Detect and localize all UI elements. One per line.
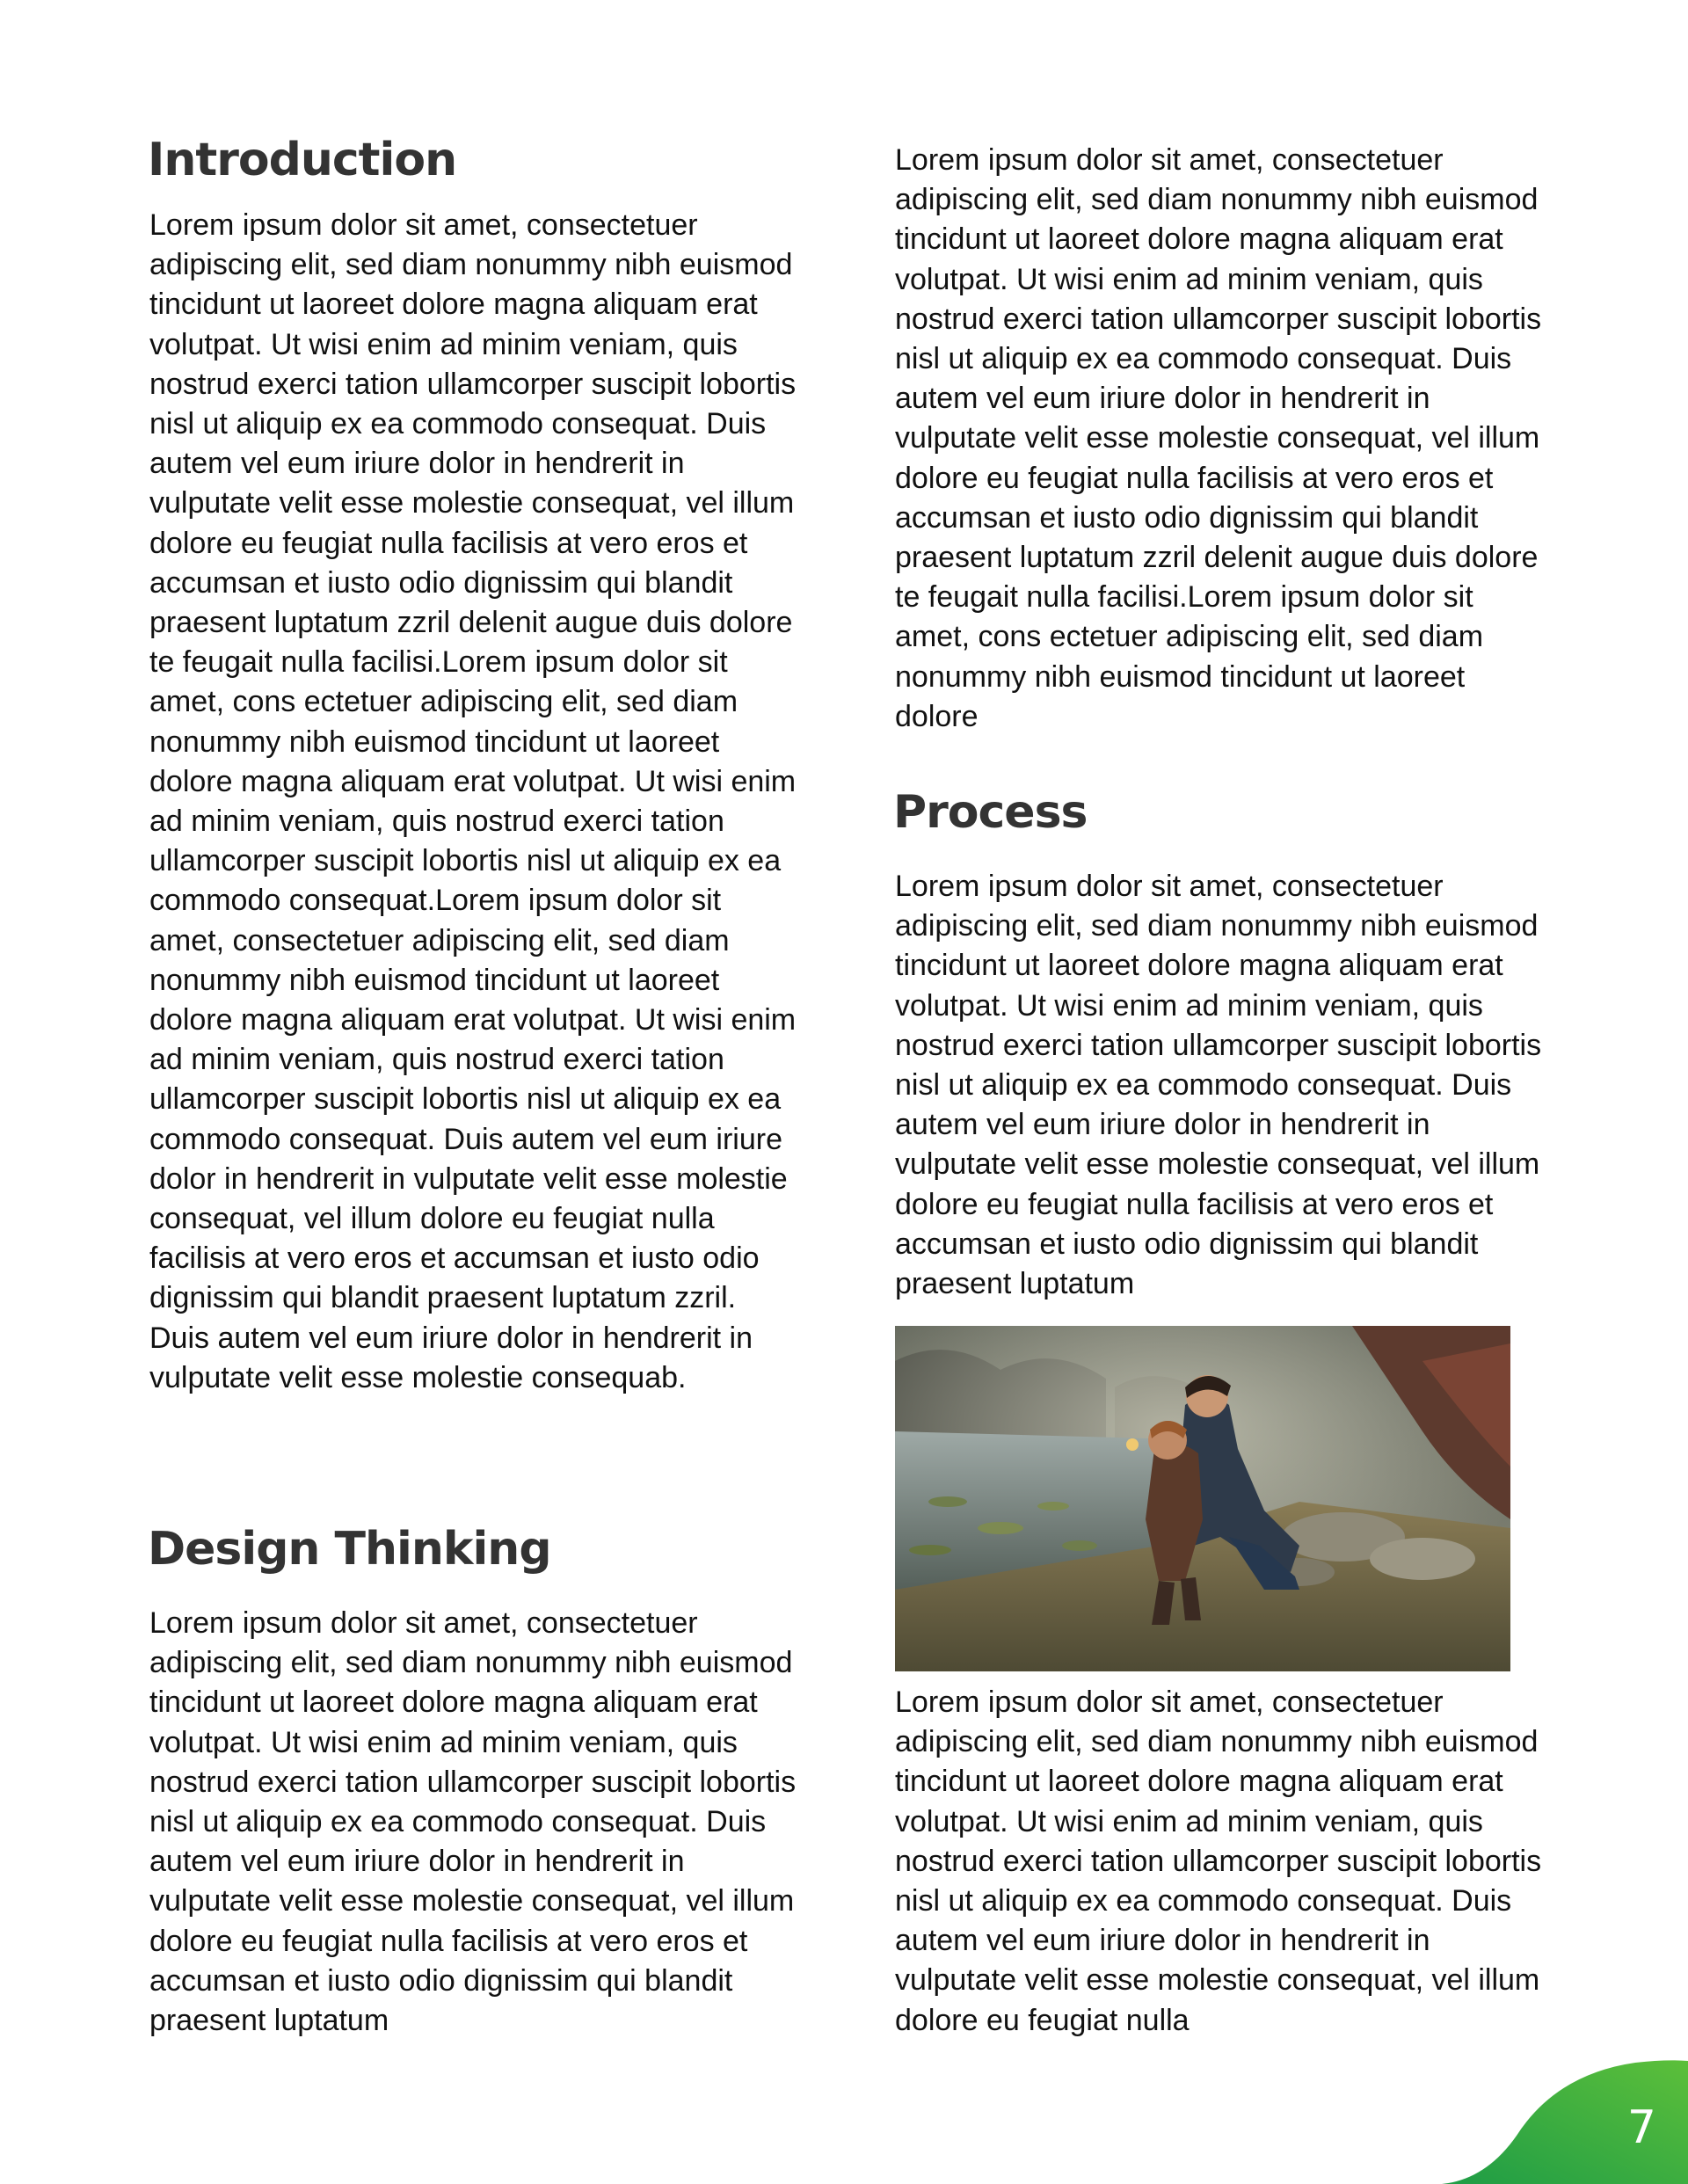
introduction-heading: Introduction	[148, 134, 457, 186]
process-body: Lorem ipsum dolor sit amet, consectetuer adipiscing elit, sed diam nonummy nibh euismod tincidunt ut laoreet dolore magna aliquam erat volutpat. Ut wisi enim ad minim veniam, quis nostrud exerci tation ullamcorper suscipit lobortis nisl ut aliquip ex ea commodo consequat. Duis autem vel eum iriure dolor in hendrerit in vulputate velit esse molestie consequat, vel illum dolore eu feugiat nulla facilisis at vero eros et accumsan et iusto odio dignissim qui blandit praesent luptatum	[895, 870, 1542, 1301]
design-thinking-heading: Design Thinking	[148, 1523, 551, 1576]
continued-body: Lorem ipsum dolor sit amet, consectetuer adipiscing elit, sed diam nonummy nibh euismod tincidunt ut laoreet dolore magna aliquam erat volutpat. Ut wisi enim ad minim veniam, quis nostrud exerci tation ullamcorper suscipit lobortis nisl ut aliquip ex ea commodo consequat. Duis autem vel eum iriure dolor in hendrerit in vulputate velit esse molestie consequat, vel illum dolore eu feugiat nulla facilisis at vero eros et accumsan et iusto odio dignissim qui blandit praesent luptatum zzril delenit augue duis dolore te feugait nulla facilisi.Lorem ipsum dolor sit amet, cons ectetuer adipiscing elit, sed diam nonummy nibh euismod tincidunt ut laoreet dolore	[895, 143, 1542, 733]
game-screenshot-image	[895, 1326, 1510, 1671]
page-number: 7	[1626, 2101, 1656, 2154]
introduction-body: Lorem ipsum dolor sit amet, consectetuer adipiscing elit, sed diam nonummy nibh euismod tincidunt ut laoreet dolore magna aliquam erat volutpat. Ut wisi enim ad minim veniam, quis nostrud exerci tation ullamcorper suscipit lobortis nisl ut aliquip ex ea commodo consequat. Duis autem vel eum iriure dolor in hendrerit in vulputate velit esse molestie consequat, vel illum dolore eu feugiat nulla facilisis at vero eros et accumsan et iusto odio dignissim qui blandit praesent luptatum zzril delenit augue duis dolore te feugait nulla facilisi.Lorem ipsum dolor sit amet, cons ectetuer adipiscing elit, sed diam nonummy nibh euismod tincidunt ut laoreet dolore magna aliquam erat volutpat. Ut wisi enim ad minim veniam, quis nostrud exerci tation ullamcorper suscipit lobortis nisl ut aliquip ex ea commodo consequat.Lorem ipsum dolor sit amet, consectetuer adipiscing elit, sed diam nonummy nibh euismod tincidunt ut laoreet dolore magna aliquam erat volutpat. Ut wisi enim ad minim veniam, quis nostrud exerci tation ullamcorper suscipit lobortis nisl ut aliquip ex ea commodo consequat. Duis autem vel eum iriure dolor in hendrerit in vulputate velit esse molestie consequat, vel illum dolore eu feugiat nulla facilisis at vero eros et accumsan et iusto odio dignissim qui blandit praesent luptatum zzril. Duis autem vel eum iriure dolor in hendrerit in vulputate velit esse molestie consequab.	[149, 208, 797, 1394]
process-body-after-image: Lorem ipsum dolor sit amet, consectetuer adipiscing elit, sed diam nonummy nibh euismod tincidunt ut laoreet dolore magna aliquam erat volutpat. Ut wisi enim ad minim veniam, quis nostrud exerci tation ullamcorper suscipit lobortis nisl ut aliquip ex ea commodo consequat. Duis autem vel eum iriure dolor in hendrerit in vulputate velit esse molestie consequat, vel illum dolore eu feugiat nulla	[895, 1685, 1542, 2037]
process-heading: Process	[893, 786, 1088, 839]
design-thinking-body: Lorem ipsum dolor sit amet, consectetuer adipiscing elit, sed diam nonummy nibh euismod tincidunt ut laoreet dolore magna aliquam erat volutpat. Ut wisi enim ad minim veniam, quis nostrud exerci tation ullamcorper suscipit lobortis nisl ut aliquip ex ea commodo consequat. Duis autem vel eum iriure dolor in hendrerit in vulputate velit esse molestie consequat, vel illum dolore eu feugiat nulla facilisis at vero eros et accumsan et iusto odio dignissim qui blandit praesent luptatum	[149, 1606, 797, 2038]
page-number-tab	[1442, 2052, 1688, 2184]
